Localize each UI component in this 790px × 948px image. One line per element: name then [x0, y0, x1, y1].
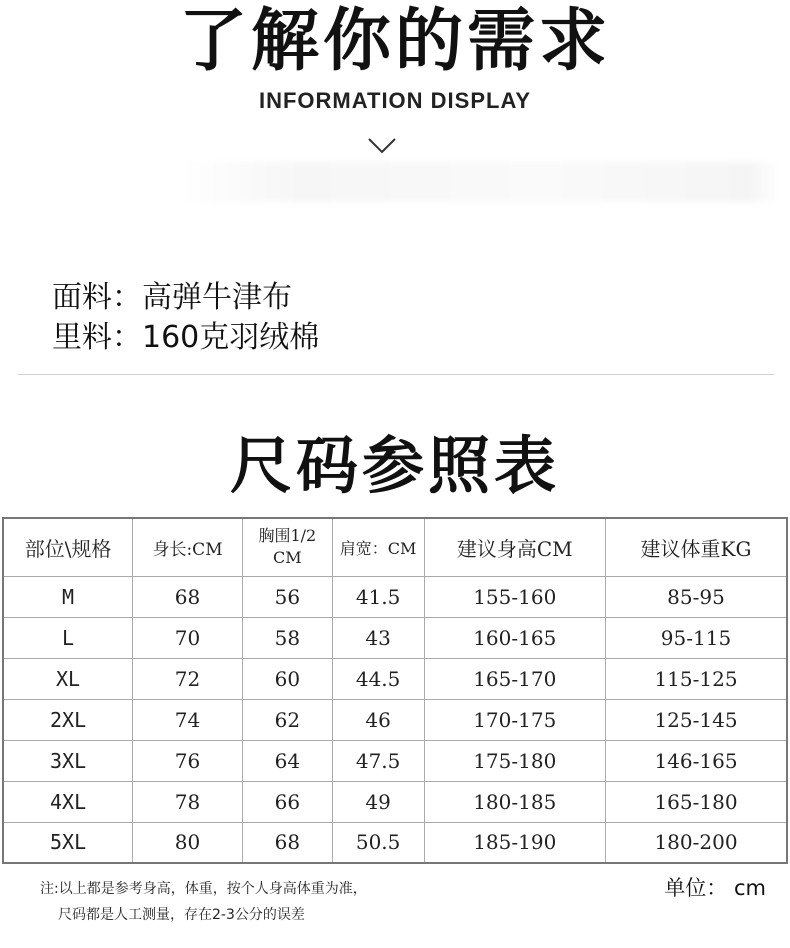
value-cell: 72	[133, 658, 243, 699]
value-cell: 78	[133, 781, 243, 822]
table-body	[3, 576, 787, 863]
value-cell: 66	[242, 781, 332, 822]
table-row	[3, 699, 787, 740]
value-cell: 165-170	[424, 658, 605, 699]
fabric-row	[52, 278, 319, 318]
value-cell: 58	[242, 617, 332, 658]
size-cell: 4XL	[3, 781, 133, 822]
note-line-2: 尺码都是人工测量，存在2-3公分的误差	[58, 907, 305, 923]
value-cell: 170-175	[424, 699, 605, 740]
value-cell: 76	[133, 740, 243, 781]
value-cell: 115-125	[606, 658, 788, 699]
table-header-row	[3, 518, 787, 576]
value-cell: 180-185	[424, 781, 605, 822]
value-cell: 160-165	[424, 617, 605, 658]
table-row	[3, 781, 787, 822]
size-cell: 5XL	[3, 822, 133, 863]
note-line-1: 注:以上都是参考身高，体重，按个人身高体重为准，	[40, 881, 367, 897]
measurement-note	[40, 876, 367, 928]
page-subtitle: INFORMATION DISPLAY	[258, 88, 531, 113]
table-row	[3, 617, 787, 658]
value-cell: 41.5	[332, 576, 424, 617]
value-cell: 146-165	[606, 740, 788, 781]
value-cell: 46	[332, 699, 424, 740]
size-cell: L	[3, 617, 133, 658]
value-cell: 47.5	[332, 740, 424, 781]
value-cell: 49	[332, 781, 424, 822]
size-cell: M	[3, 576, 133, 617]
value-cell: 175-180	[424, 740, 605, 781]
header-cell: 建议体重KG	[606, 518, 788, 576]
header-cell: 部位\规格	[3, 518, 133, 576]
header-cell: 身长:CM	[133, 518, 243, 576]
value-cell: 74	[133, 699, 243, 740]
table-row	[3, 576, 787, 617]
size-cell: XL	[3, 658, 133, 699]
size-chart-table	[2, 517, 788, 864]
value-cell: 185-190	[424, 822, 605, 863]
value-cell: 56	[242, 576, 332, 617]
fabric-label: 面料：	[52, 280, 142, 315]
value-cell: 70	[133, 617, 243, 658]
value-cell: 95-115	[606, 617, 788, 658]
fabric-value: 高弹牛津布	[142, 280, 292, 315]
value-cell: 64	[242, 740, 332, 781]
value-cell: 80	[133, 822, 243, 863]
size-cell: 2XL	[3, 699, 133, 740]
value-cell: 62	[242, 699, 332, 740]
size-chart-title: 尺码参照表	[229, 429, 560, 502]
section-divider	[18, 374, 774, 375]
value-cell: 165-180	[606, 781, 788, 822]
size-cell: 3XL	[3, 740, 133, 781]
value-cell: 44.5	[332, 658, 424, 699]
table-row	[3, 740, 787, 781]
value-cell: 155-160	[424, 576, 605, 617]
value-cell: 125-145	[606, 699, 788, 740]
unit-label: 单位： cm	[664, 876, 766, 900]
value-cell: 60	[242, 658, 332, 699]
materials-info	[52, 278, 319, 358]
lining-value: 160克羽绒棉	[142, 320, 320, 355]
chevron-down-icon	[366, 136, 398, 156]
header-cell: 肩宽：CM	[332, 518, 424, 576]
value-cell: 43	[332, 617, 424, 658]
lining-row	[52, 318, 319, 358]
header-cell: 建议身高CM	[424, 518, 605, 576]
faint-background-band	[180, 162, 780, 202]
value-cell: 85-95	[606, 576, 788, 617]
lining-label: 里料：	[52, 320, 142, 355]
value-cell: 68	[133, 576, 243, 617]
header-cell: 胸围1/2 CM	[242, 518, 332, 576]
value-cell: 180-200	[606, 822, 788, 863]
table-row	[3, 658, 787, 699]
page-title: 了解你的需求	[178, 2, 611, 81]
value-cell: 68	[242, 822, 332, 863]
table-row	[3, 822, 787, 863]
value-cell: 50.5	[332, 822, 424, 863]
